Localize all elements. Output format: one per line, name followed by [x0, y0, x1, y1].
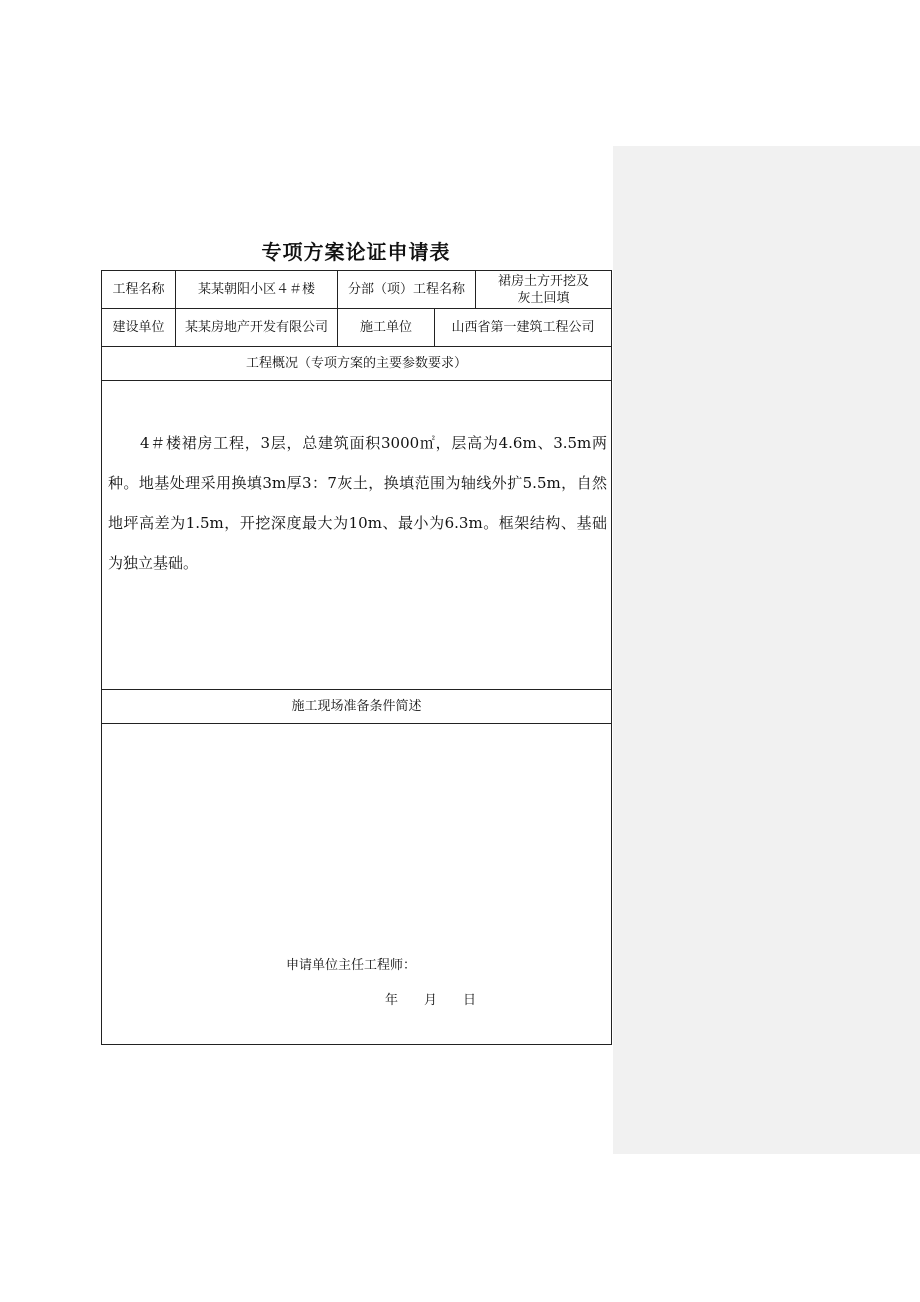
overview-heading: 工程概况（专项方案的主要参数要求）	[102, 347, 612, 381]
sub-project-label: 分部（项）工程名称	[338, 271, 476, 309]
contractor-label: 施工单位	[338, 309, 435, 347]
developer-value: 某某房地产开发有限公司	[176, 309, 338, 347]
overview-text: 4＃楼裙房工程，3层，总建筑面积3000㎡，层高为4.6m、3.5m两种。地基处理采用换填3m厚3：7灰土，换填范围为轴线外扩5.5m，自然地坪高差为1.5m，开挖深度最大为10m、最小为6.3m。框架结构、基础为独立基础。	[108, 434, 608, 572]
table-row	[102, 690, 612, 724]
table-row	[102, 381, 612, 690]
comment-margin-pane	[613, 146, 920, 1154]
date-line: 年 月 日	[385, 993, 477, 1008]
site-prep-cell	[102, 724, 612, 1045]
table-row	[102, 347, 612, 381]
project-name-label: 工程名称	[102, 271, 176, 309]
overview-cell	[102, 381, 612, 690]
developer-label: 建设单位	[102, 309, 176, 347]
project-name-value: 某某朝阳小区４＃楼	[176, 271, 338, 309]
application-form-table	[101, 270, 612, 1045]
table-row	[102, 309, 612, 347]
signature-label: 申请单位主任工程师：	[286, 958, 417, 973]
table-row	[102, 271, 612, 309]
contractor-value: 山西省第一建筑工程公司	[435, 309, 612, 347]
site-prep-heading: 施工现场准备条件简述	[102, 690, 612, 724]
document-title: 专项方案论证申请表	[261, 240, 451, 264]
table-row	[102, 724, 612, 1045]
sub-project-value: 裙房土方开挖及灰土回填	[476, 271, 612, 309]
